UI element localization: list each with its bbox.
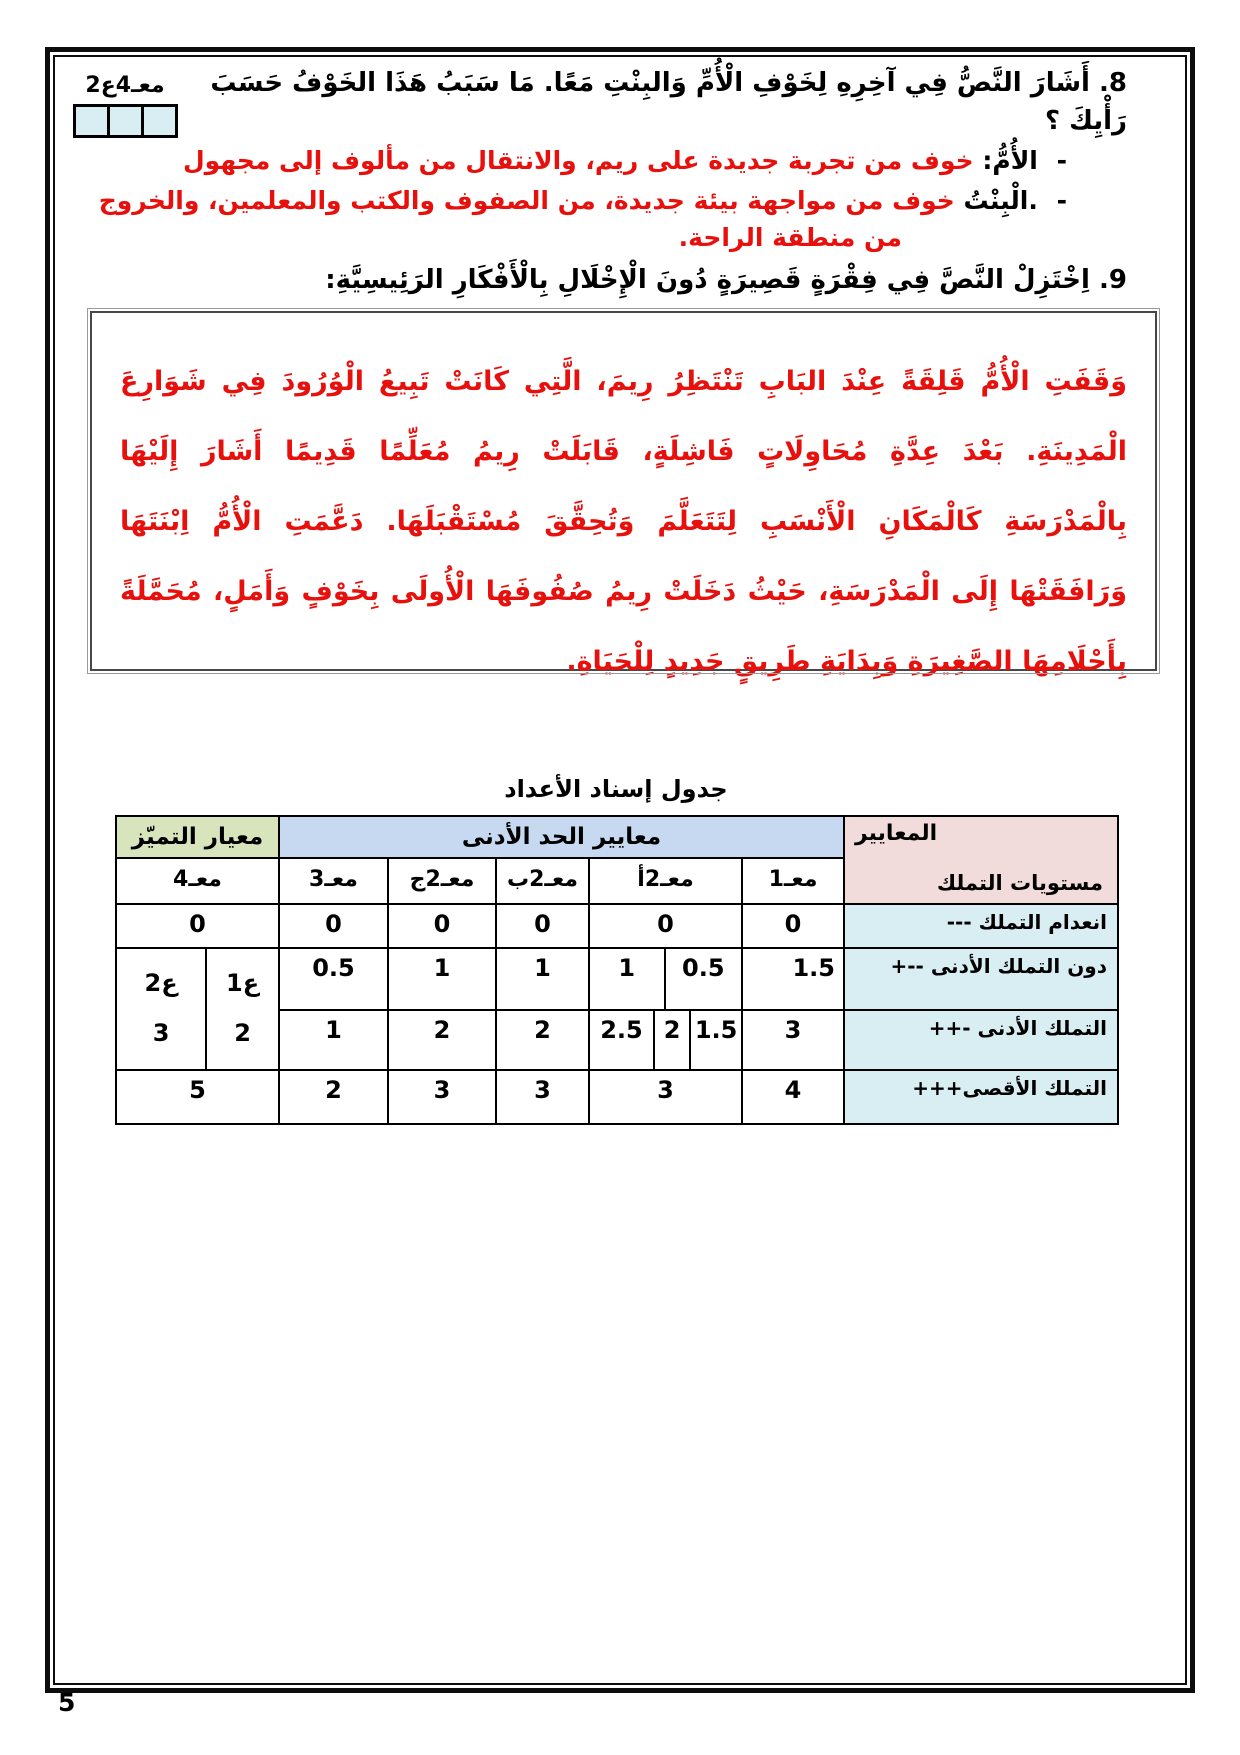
score-cell: 1 [496, 948, 589, 1010]
score-cell: 0.5 [279, 948, 388, 1010]
excellence-subcell [117, 949, 207, 1069]
min-criteria-group-header: معايير الحد الأدنى [279, 816, 844, 858]
excellence-merged-cell [116, 948, 279, 1070]
page-number: 5 [58, 1688, 76, 1717]
score-cell: 2 [496, 1010, 589, 1070]
summary-answer-box [90, 311, 1157, 677]
score-cell: 0 [388, 904, 496, 948]
score-cell: 5 [116, 1070, 279, 1124]
answer-text: خوف من تجربة جديدة على ريم، والانتقال من مألوف إلى مجهول [182, 146, 974, 176]
column-header-m2a: معـ2أ [589, 858, 742, 904]
score-cell: 1 [388, 948, 496, 1010]
corner-header-cell [844, 816, 1118, 904]
score-subcell: 1.5 [694, 1015, 738, 1044]
score-cell: 1 [279, 1010, 388, 1070]
bullet-dash: - [1056, 185, 1067, 215]
score-cell: 0 [742, 904, 844, 948]
score-cell: 2 [279, 1070, 388, 1124]
excellence-subcell-top: ع2 [144, 969, 178, 998]
question-8-text: أَشَارَ النَّصُّ فِي آخِرِهِ لِخَوْفِ الْأُمِّ وَالبِنْتِ مَعًا. مَا سَبَبُ هَذَا الخَوْفُ حَسَبَ رَأْيِكَ ؟ [210, 68, 1127, 136]
score-box-cell [107, 107, 141, 135]
score-marker-code: معـ4ع2 [85, 73, 165, 98]
page-border-frame [45, 47, 1195, 1693]
question-9 [65, 265, 1127, 295]
score-cell: 3 [742, 1010, 844, 1070]
question-9-number: 9. [1099, 264, 1127, 295]
answer-item-mother [65, 142, 1067, 180]
score-table [115, 815, 1119, 1125]
column-header-m3: معـ3 [279, 858, 388, 904]
corner-levels-label: مستويات التملك [936, 870, 1103, 895]
excellence-subcell [207, 949, 278, 1069]
score-cell: 4 [742, 1070, 844, 1124]
score-cell: 0 [279, 904, 388, 948]
score-subcell: 1 [590, 949, 666, 1009]
score-cell: 3 [388, 1070, 496, 1124]
row-label: التملك الأدنى -++ [844, 1010, 1118, 1070]
question-8-number: 8. [1099, 68, 1127, 98]
excellence-group-header: معيار التميّز [116, 816, 279, 858]
column-header-m2c: معـ2ج [388, 858, 496, 904]
question-8-answers [65, 142, 1067, 257]
column-header-m2b: معـ2ب [496, 858, 589, 904]
score-cell: 0 [589, 904, 742, 948]
score-cell: 0 [496, 904, 589, 948]
score-cell: 3 [589, 1070, 742, 1124]
score-cell: 3 [496, 1070, 589, 1124]
score-box-cell [141, 107, 175, 135]
score-cell-split [589, 948, 742, 1010]
summary-text: وَقَفَتِ الْأُمُّ قَلِقَةً عِنْدَ البَابِ تَنْتَظِرُ رِيمَ، الَّتِي كَانَتْ تَبِيعُ الْوُرُودَ فِي شَوَارِعَ الْمَدِينَةِ. بَعْدَ عِدَّةِ مُحَاوِلَاتٍ فَاشِلَةٍ، قَابَلَتْ رِيمُ مُعَلِّمًا قَدِيمًا أَشَارَ إِلَيْهَا بِالْمَدْرَسَةِ كَالْمَكَانِ الْأَنْسَبِ لِتَتَعَلَّمَ وَتُحِقَّقَ مُسْتَقْبَلَهَا. دَعَّمَتِ الْأُمُّ اِبْنَتَهَا وَرَافَقَتْهَا إِلَى الْمَدْرَسَةِ، حَيْثُ دَخَلَتْ رِيمُ صُفُوفَهَا الْأُولَى بِخَوْفٍ وَأَمَلٍ، مُحَمَّلَةً بِأَحْلَامِهَا الصَّغِيرَةِ وَبِدَايَةِ طَرِيقٍ جَدِيدٍ لِلْحَيَاةِ. [120, 365, 1127, 677]
answer-label: الأُمُّ: [982, 146, 1038, 176]
page-content [53, 55, 1187, 1685]
column-header-m4: معـ4 [116, 858, 279, 904]
bullet-dash: - [1056, 146, 1067, 176]
question-8 [185, 65, 1127, 140]
excellence-subcell-bottom: 2 [234, 1019, 251, 1048]
column-header-m1: معـ1 [742, 858, 844, 904]
answer-text: خوف من مواجهة بيئة جديدة، من الصفوف والكتب والمعلمين، والخروج من منطقة الراحة. [98, 185, 955, 253]
score-cell: 0 [116, 904, 279, 948]
score-cell: 1.5 [742, 948, 844, 1010]
excellence-subcell-top: ع1 [226, 969, 260, 998]
score-cell: 2 [388, 1010, 496, 1070]
score-answer-boxes [73, 104, 178, 138]
row-label: دون التملك الأدنى --+ [844, 948, 1118, 1010]
score-box-cell [76, 107, 107, 135]
score-subcell: 2 [655, 1011, 691, 1069]
score-cell-split [589, 1010, 742, 1070]
answer-item-daughter [65, 182, 1067, 257]
score-subcell: 0.5 [682, 953, 725, 982]
score-subcell: 2.5 [590, 1011, 655, 1069]
question-8-row [65, 65, 1167, 140]
row-label: التملك الأقصى+++ [844, 1070, 1118, 1124]
score-marker [65, 73, 185, 139]
corner-criteria-label: المعايير [855, 820, 938, 846]
row-label: انعدام التملك --- [844, 904, 1118, 948]
score-table-title: جدول إسناد الأعداد [504, 774, 728, 803]
question-9-text: اِخْتَزِلْ النَّصَّ فِي فِقْرَةٍ قَصِيرَةٍ دُونَ الْإِخْلَالِ بِالْأَفْكَارِ الرَئِيسِيَّةِ: [325, 264, 1090, 295]
excellence-subcell-bottom: 3 [152, 1019, 170, 1048]
answer-label: .الْبِنْتُ [963, 185, 1038, 215]
